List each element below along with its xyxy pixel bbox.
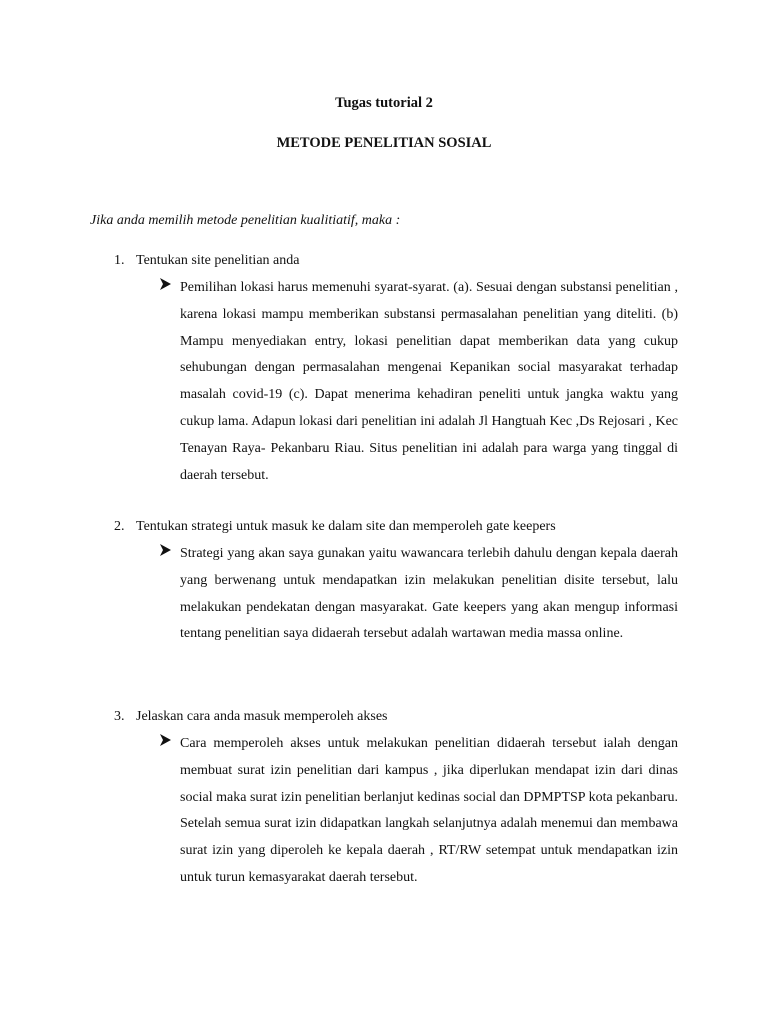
answer-1 xyxy=(158,275,678,489)
answer-3 xyxy=(158,731,678,892)
question-number: 2. xyxy=(114,519,125,534)
question-text: Jelaskan cara anda masuk memperoleh akses xyxy=(136,709,388,724)
question-2 xyxy=(114,518,556,536)
arrowhead-bullet-icon xyxy=(158,277,172,291)
intro-text: Jika anda memilih metode penelitian kualitiatif, maka : xyxy=(90,213,401,228)
document-title: Tugas tutorial 2 xyxy=(335,95,433,111)
document-subtitle: METODE PENELITIAN SOSIAL xyxy=(276,135,492,151)
question-text: Tentukan site penelitian anda xyxy=(136,253,300,268)
question-1 xyxy=(114,252,299,270)
question-3 xyxy=(114,708,388,726)
answer-text: Cara memperoleh akses untuk melakukan penelitian didaerah tersebut ialah dengan membuat surat izin penelitian dari kampus , jika diperlukan mendapat izin dari dinas social maka surat izin penelitian berlanjut kedinas social dan DPMPTSP kota pekanbaru. Setelah semua surat izin didapatkan langkah selanjutnya adalah menemui dan membawa surat izin yang diperoleh ke kepala daerah , RT/RW setempat untuk mendapatkan izin untuk turun kemasyarakat daerah tersebut. xyxy=(180,736,678,885)
answer-text: Strategi yang akan saya gunakan yaitu wawancara terlebih dahulu dengan kepala daerah yang berwenang untuk mendapatkan izin melakukan penelitian disite tersebut, lalu melakukan pendekatan dengan masyarakat. Gate keepers yang akan mengup informasi tentang penelitian saya didaerah tersebut adalah wartawan media massa online. xyxy=(180,546,678,642)
question-number: 3. xyxy=(114,709,125,724)
answer-2 xyxy=(158,541,678,648)
arrowhead-bullet-icon xyxy=(158,733,172,747)
question-text: Tentukan strategi untuk masuk ke dalam site dan memperoleh gate keepers xyxy=(136,519,556,534)
answer-text: Pemilihan lokasi harus memenuhi syarat-syarat. (a). Sesuai dengan substansi penelitian , karena lokasi mampu memberikan substansi permasalahan penelitian yang diteliti. (b) Mampu menyediakan entry, lokasi penelitian dapat memberikan data yang cukup sehubungan dengan permasalahan mengenai Kepanikan social masyarakat terhadap masalah covid-19 (c). Dapat menerima kehadiran peneliti untuk jangka waktu yang cukup lama. Adapun lokasi dari penelitian ini adalah Jl Hangtuah Kec ,Ds Rejosari , Kec Tenayan Raya- Pekanbaru Riau. Situs penelitian ini adalah para warga yang tinggal di daerah tersebut. xyxy=(180,280,678,483)
question-number: 1. xyxy=(114,253,125,268)
arrowhead-bullet-icon xyxy=(158,543,172,557)
